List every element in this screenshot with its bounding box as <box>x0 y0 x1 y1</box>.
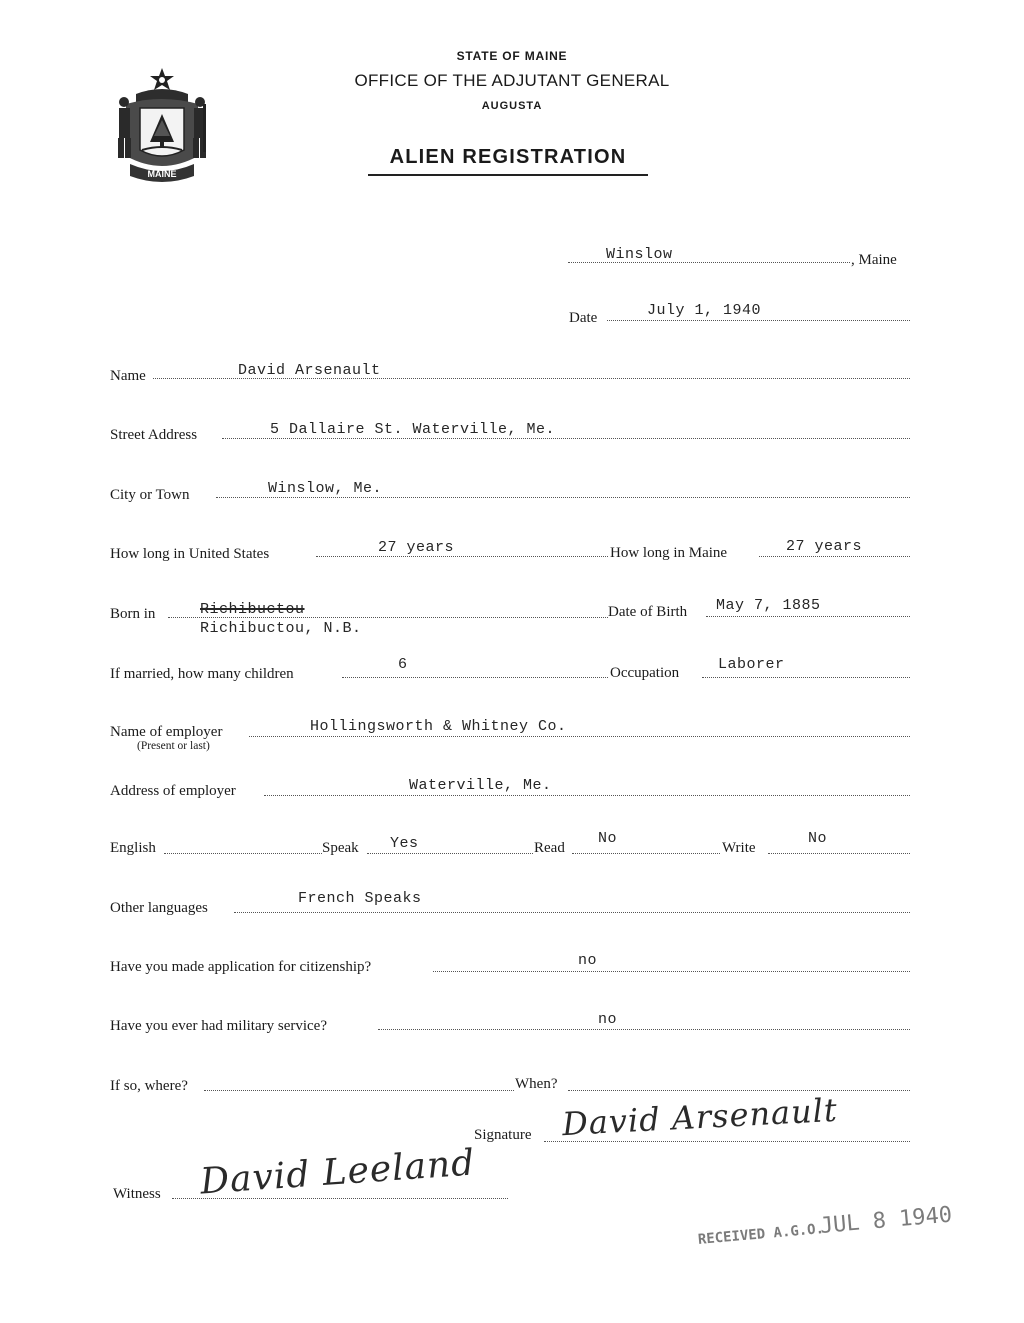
received-stamp-date: JUL 8 1940 <box>818 1202 954 1239</box>
location-value: Winslow <box>606 246 673 263</box>
born-in-struck-value: Richibuctou <box>200 601 305 618</box>
name-value: David Arsenault <box>238 362 381 379</box>
employer-address-label: Address of employer <box>110 783 236 799</box>
speak-label: Speak <box>322 840 359 856</box>
employer-sublabel: (Present or last) <box>137 740 210 752</box>
children-line <box>342 677 608 678</box>
street-line <box>222 438 910 439</box>
read-line <box>572 853 720 854</box>
date-label: Date <box>569 310 598 326</box>
english-line <box>164 853 322 854</box>
seal-text: MAINE <box>147 169 177 179</box>
military-line <box>378 1029 910 1030</box>
form-title: ALIEN REGISTRATION <box>389 146 627 168</box>
state-seal <box>106 64 218 188</box>
if-so-where-line <box>204 1090 514 1091</box>
state-heading: STATE OF MAINE <box>456 49 568 63</box>
witness-label: Witness <box>113 1186 161 1202</box>
when-line <box>568 1090 910 1091</box>
write-value: No <box>808 830 828 847</box>
date-line <box>607 320 910 321</box>
english-label: English <box>110 840 156 856</box>
born-in-value: Richibuctou, N.B. <box>200 620 362 637</box>
occupation-value: Laborer <box>718 656 785 673</box>
dob-label: Date of Birth <box>608 604 688 620</box>
write-label: Write <box>722 840 756 856</box>
city-line <box>216 497 910 498</box>
city-value: Winslow, Me. <box>268 480 383 497</box>
occupation-label: Occupation <box>610 665 680 681</box>
read-label: Read <box>534 840 565 856</box>
read-value: No <box>598 830 618 847</box>
citizenship-label: Have you made application for citizenship? <box>110 959 372 975</box>
employer-label: Name of employer <box>110 724 223 740</box>
children-label: If married, how many children <box>110 666 294 682</box>
location-suffix: , Maine <box>851 252 897 268</box>
title-underline <box>368 174 648 176</box>
children-value: 6 <box>398 656 408 673</box>
when-label: When? <box>515 1076 558 1092</box>
street-value: 5 Dallaire St. Waterville, Me. <box>270 421 556 438</box>
employer-line <box>249 736 910 737</box>
citizenship-line <box>433 971 910 972</box>
city-heading: AUGUSTA <box>481 100 543 112</box>
date-value: July 1, 1940 <box>647 302 762 319</box>
dob-line <box>706 616 910 617</box>
street-label: Street Address <box>110 427 198 443</box>
signature-value: David Arsenault <box>561 1090 839 1144</box>
name-label: Name <box>110 368 146 384</box>
maine-duration-value: 27 years <box>786 538 863 555</box>
us-duration-label: How long in United States <box>110 546 270 562</box>
received-stamp-text: RECEIVED A.G.O. <box>697 1221 825 1248</box>
office-heading: OFFICE OF THE ADJUTANT GENERAL <box>354 71 670 90</box>
witness-value: David Leeland <box>198 1142 477 1203</box>
maine-duration-line <box>759 556 910 557</box>
if-so-where-label: If so, where? <box>110 1078 188 1094</box>
received-stamp <box>697 1221 824 1248</box>
military-label: Have you ever had military service? <box>110 1018 327 1034</box>
military-value: no <box>598 1011 618 1028</box>
us-duration-line <box>316 556 608 557</box>
born-in-label: Born in <box>110 606 156 622</box>
occupation-line <box>702 677 910 678</box>
employer-address-value: Waterville, Me. <box>409 777 552 794</box>
citizenship-value: no <box>578 952 598 969</box>
signature-label: Signature <box>474 1127 532 1143</box>
us-duration-value: 27 years <box>378 539 455 556</box>
employer-address-line <box>264 795 910 796</box>
employer-value: Hollingsworth & Whitney Co. <box>310 718 567 735</box>
other-languages-line <box>234 912 910 913</box>
speak-line <box>367 853 533 854</box>
speak-value: Yes <box>390 835 419 852</box>
dob-value: May 7, 1885 <box>716 597 821 614</box>
maine-duration-label: How long in Maine <box>610 545 728 561</box>
write-line <box>768 853 910 854</box>
city-label: City or Town <box>110 487 190 503</box>
other-languages-value: French Speaks <box>298 890 422 907</box>
other-languages-label: Other languages <box>110 900 208 916</box>
